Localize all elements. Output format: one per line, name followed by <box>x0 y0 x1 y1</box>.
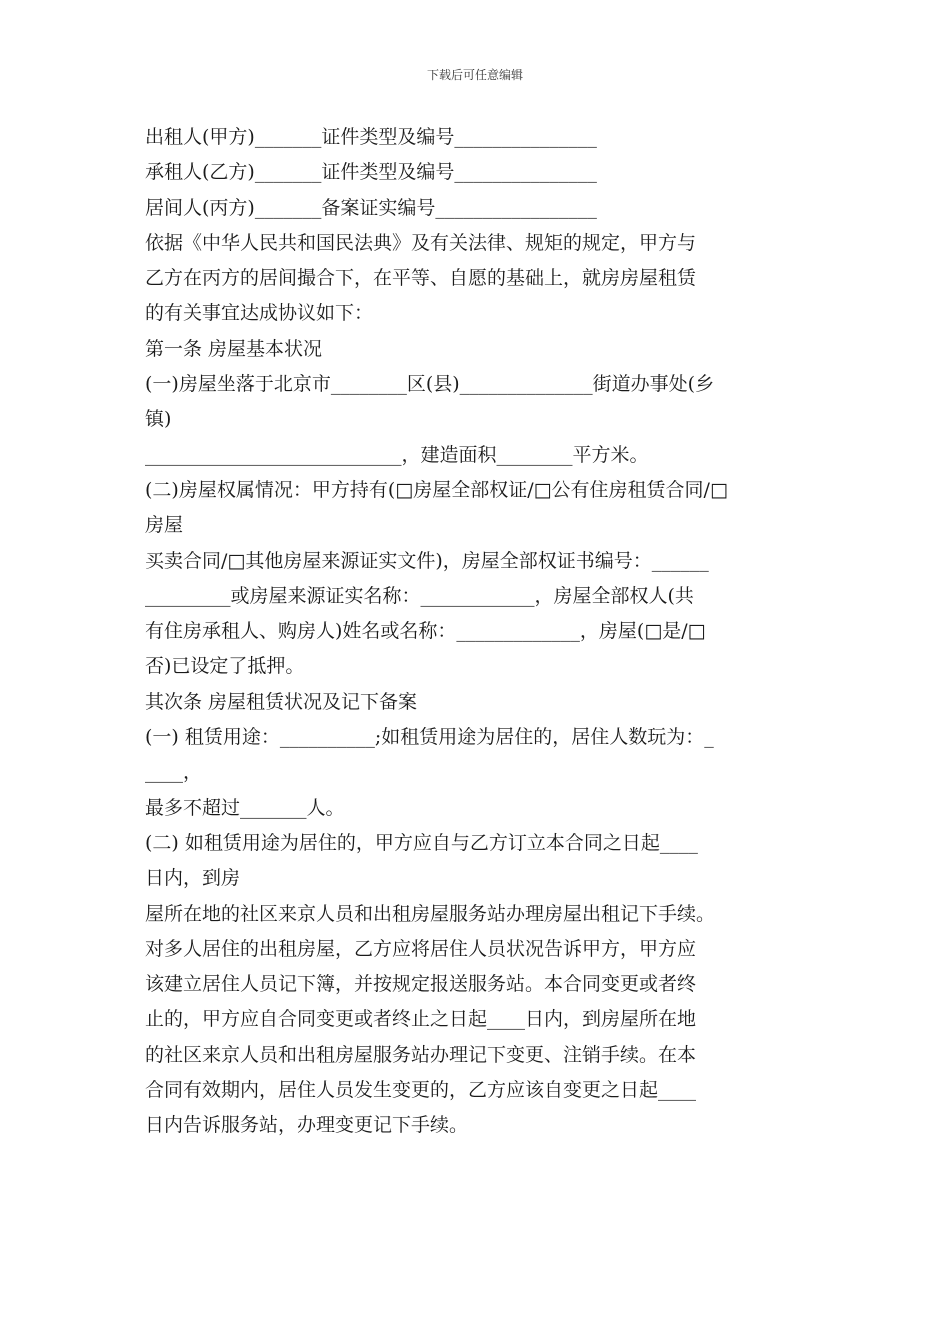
text-line: 最多不超过_______人。 <box>145 796 345 819</box>
text-line: 居间人(丙方)_______备案证实编号_________________ <box>145 196 597 219</box>
text-line: 买卖合同/□其他房屋来源证实文件)，房屋全部权证书编号：______ <box>145 549 709 572</box>
text-line: 依据《中华人民共和国民法典》及有关法律、规矩的规定，甲方与 <box>145 231 697 254</box>
text-line: 镇) <box>145 408 172 431</box>
text-line: (一)房屋坐落于北京市________区(县)______________街道办事处(乡 <box>145 373 715 396</box>
text-line: 屋所在地的社区来京人员和出租房屋服务站办理房屋出租记下手续。 <box>145 902 716 925</box>
text-line: 否)已设定了抵押。 <box>145 655 305 678</box>
text-line: 的有关事宜达成协议如下： <box>145 302 374 325</box>
text-line: (二)房屋权属情况：甲方持有(□房屋全部权证/□公有住房租赁合同/□ <box>145 478 728 501</box>
text-line: (二) 如租赁用途为居住的，甲方应自与乙方订立本合同之日起____ <box>145 831 698 854</box>
text-line: 对多人居住的出租房屋，乙方应将居住人员状况告诉甲方，甲方应 <box>145 937 697 960</box>
text-line: 的社区来京人员和出租房屋服务站办理记下变更、注销手续。在本 <box>145 1043 697 1066</box>
section-heading: 第一条 房屋基本状况 <box>145 337 323 360</box>
page-header: 下载后可任意编辑 <box>426 68 523 82</box>
text-line: 日内，到房 <box>145 867 241 890</box>
text-line: 合同有效期内，居住人员发生变更的，乙方应该自变更之日起____ <box>145 1079 697 1102</box>
text-line: 出租人(甲方)_______证件类型及编号_______________ <box>145 126 597 148</box>
text-line: ____， <box>145 761 203 784</box>
document-body <box>145 120 825 1144</box>
text-line: (一) 租赁用途：__________;如租赁用途为居住的，居住人数玩为：_ <box>145 726 714 749</box>
text-line: 该建立居住人员记下簿，并按规定报送服务站。本合同变更或者终 <box>145 973 697 996</box>
section-heading: 其次条 房屋租赁状况及记下备案 <box>145 690 418 713</box>
text-line: _________或房屋来源证实名称：____________，房屋全部权人(共 <box>145 584 694 607</box>
text-line: 乙方在丙方的居间撮合下，在平等、自愿的基础上，就房房屋租赁 <box>145 267 697 290</box>
text-line: 房屋 <box>145 514 184 537</box>
text-line: 有住房承租人、购房人)姓名或名称：_____________，房屋(□是/□ <box>145 620 706 643</box>
text-line: ___________________________，建造面积________平方米。 <box>145 443 649 466</box>
text-line: 承租人(乙方)_______证件类型及编号_______________ <box>145 161 597 184</box>
text-line: 止的，甲方应自合同变更或者终止之日起____日内，到房屋所在地 <box>145 1008 697 1031</box>
text-line: 日内告诉服务站，办理变更记下手续。 <box>145 1114 469 1137</box>
